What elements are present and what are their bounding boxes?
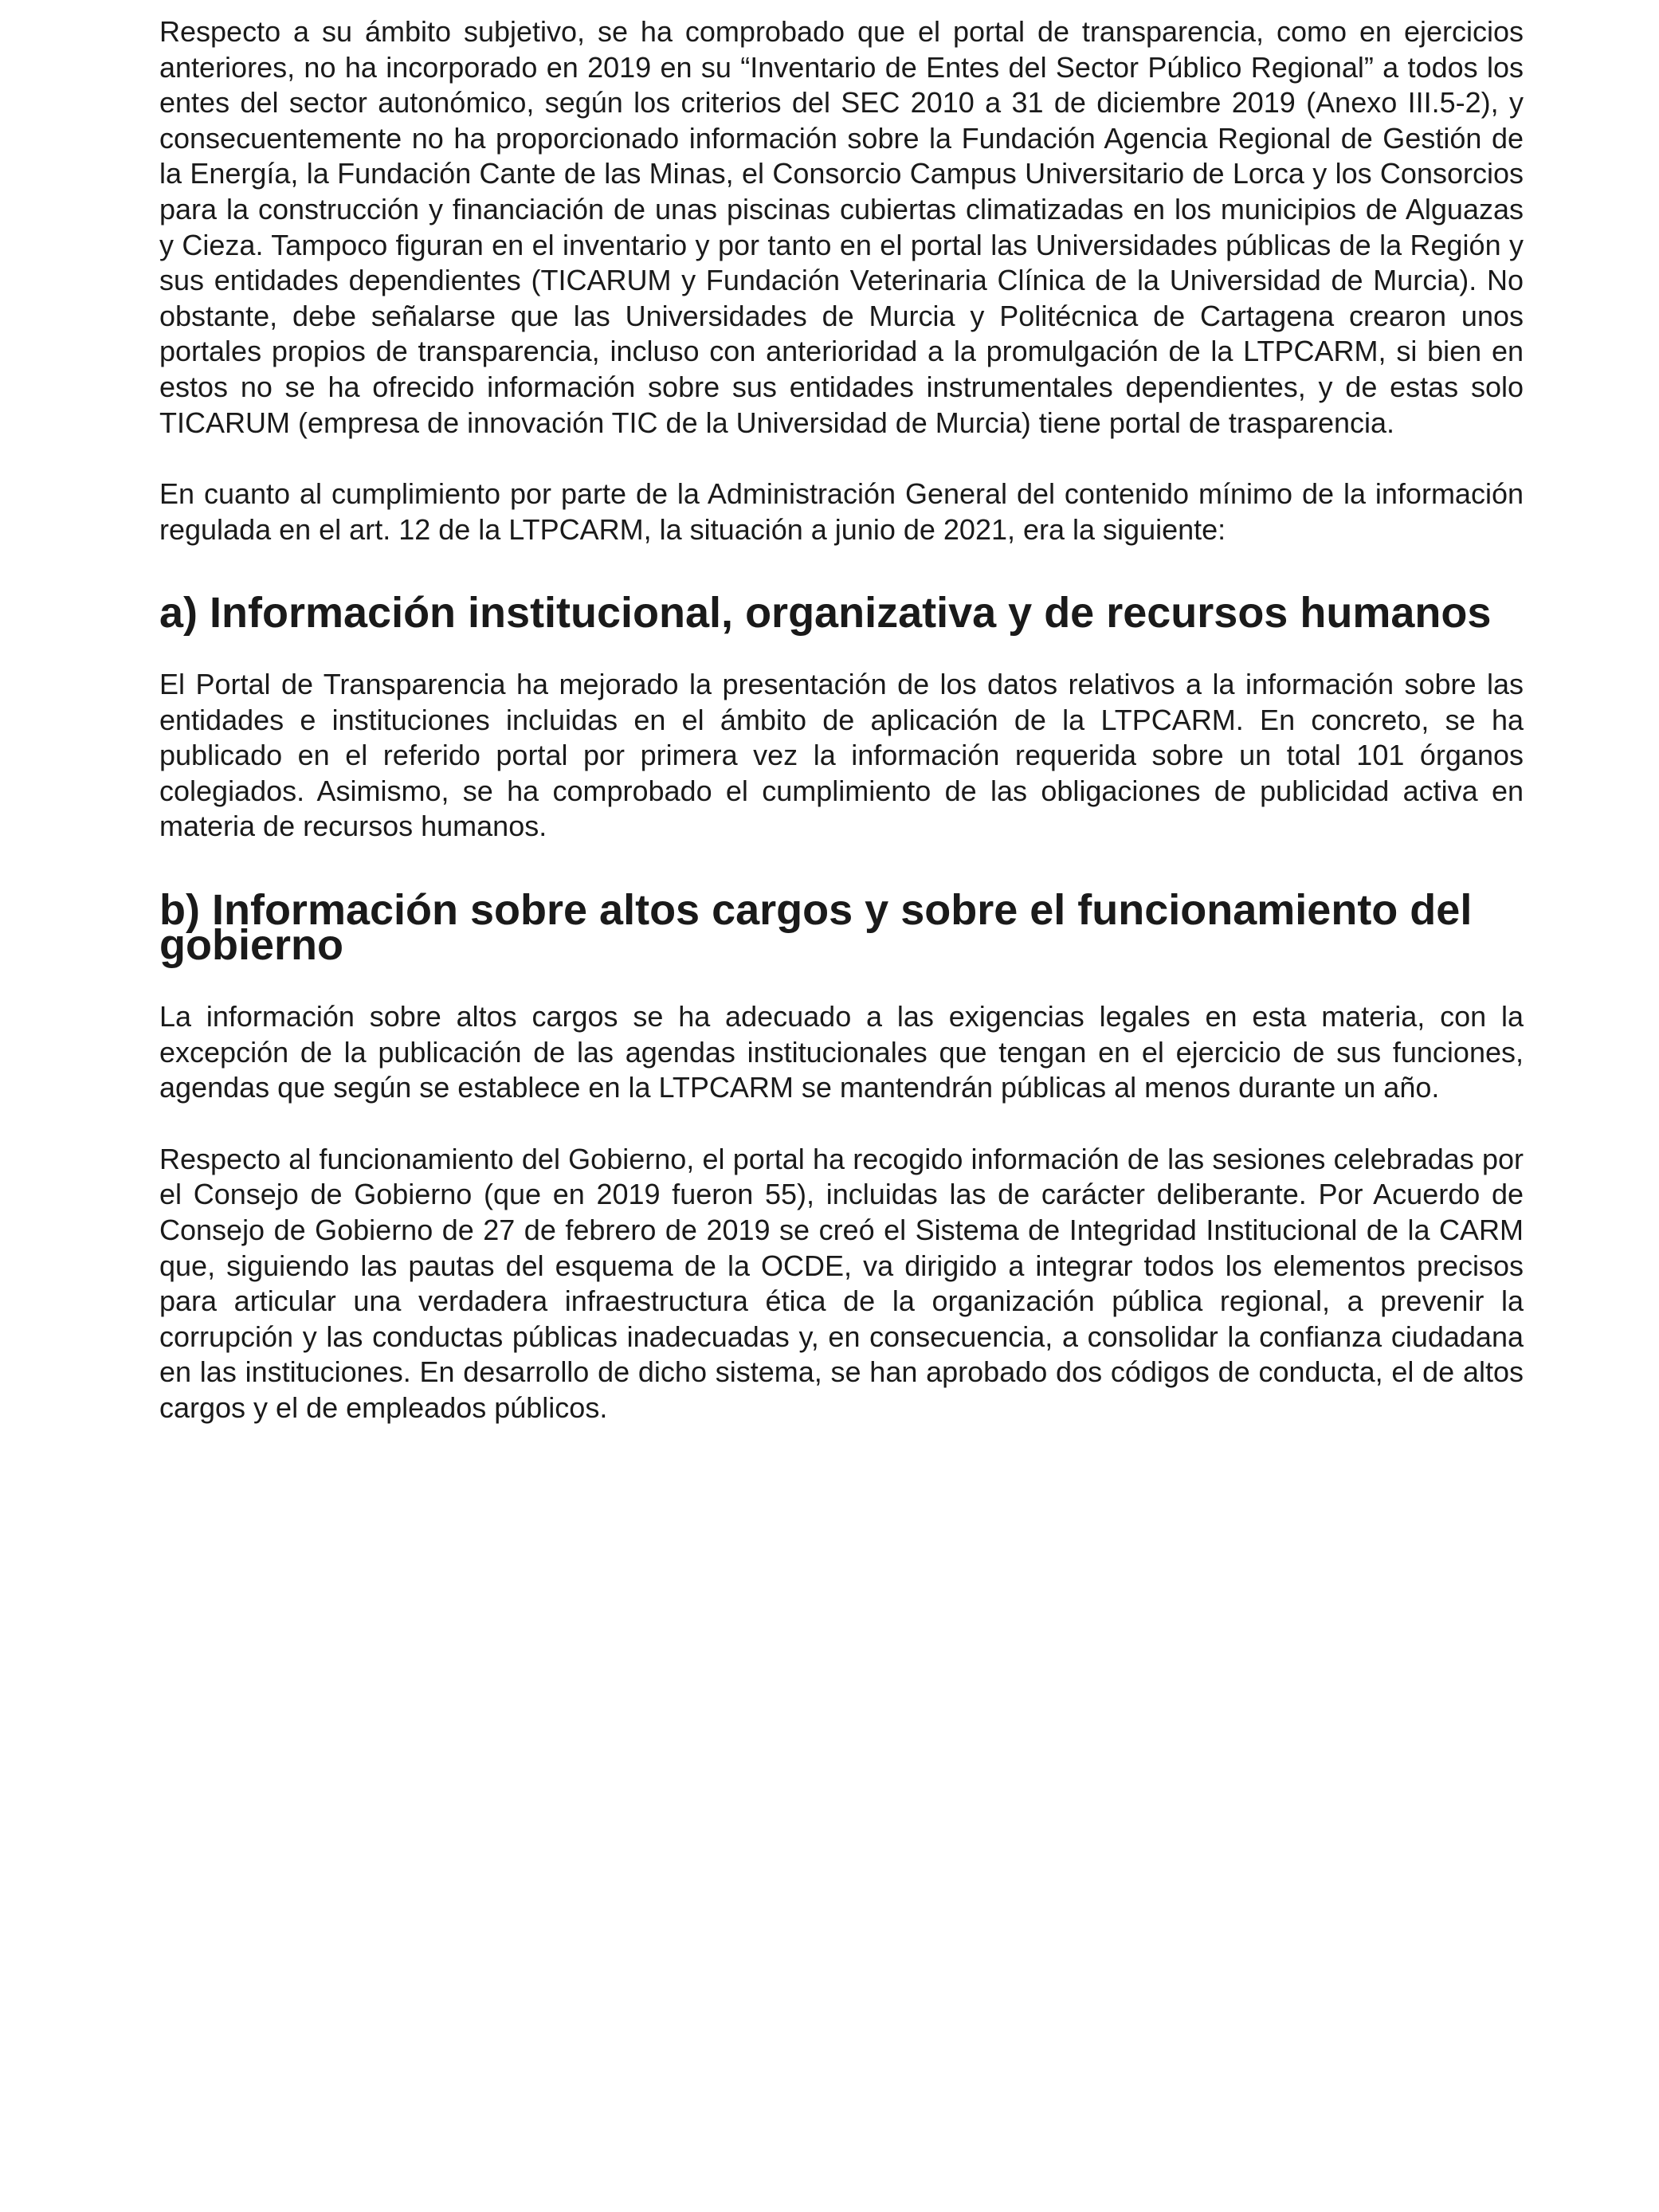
paragraph-minimum-content: En cuanto al cumplimiento por parte de la Administración General del contenido mínimo de la información regulada en el art. 12 de la LTPCARM, la situación a junio de 2021, era la siguiente: — [159, 477, 1524, 546]
heading-institutional-info: a) Información institucional, organizativa y de recursos humanos — [159, 589, 1492, 637]
document-page — [159, 14, 1524, 1426]
paragraph-subjective-scope: Respecto a su ámbito subjetivo, se ha comprobado que el portal de transparencia, como en ejercicios anteriores, no ha incorporado en 2019 en su “Inventario de Entes del Sector Público Regional” a todos los entes del sector autonómico, según los criterios del SEC 2010 a 31 de diciembre 2019 (Anexo III.5-2), y consecuentemente no ha proporcionado información sobre la Fundación Agencia Regional de Gestión de la Energía, la Fundación Cante de las Minas, el Consorcio Campus Universitario de Lorca y los Consorcios para la construcción y financiación de unas piscinas cubiertas climatizadas en los municipios de Alguazas y Cieza. Tampoco figuran en el inventario y por tanto en el portal las Universidades públicas de la Región y sus entidades dependientes (TICARUM y Fundación Veterinaria Clínica de la Universidad de Murcia). No obstante, debe señalarse que las Universidades de Murcia y Politécnica de Cartagena crearon unos portales propios de transparencia, incluso con anterioridad a la promulgación de la LTPCARM, si bien en estos no se ha ofrecido información sobre sus entidades instrumentales dependientes, y de estas solo TICARUM (empresa de innovación TIC de la Universidad de Murcia) tiene portal de trasparencia. — [159, 15, 1524, 439]
paragraph-government-functioning: Respecto al funcionamiento del Gobierno, el portal ha recogido información de las sesiones celebradas por el Consejo de Gobierno (que en 2019 fueron 55), incluidas las de carácter deliberante. Por Acuerdo de Consejo de Gobierno de 27 de febrero de 2019 se creó el Sistema de Integridad Institucional de la CARM que, siguiendo las pautas del esquema de la OCDE, va dirigido a integrar todos los elementos precisos para articular una verdadera infraestructura ética de la organización pública regional, a prevenir la corrupción y las conductas públicas inadecuadas y, en consecuencia, a consolidar la confianza ciudadana en las instituciones. En desarrollo de dicho sistema, se han aprobado dos códigos de conducta, el de altos cargos y el de empleados públicos. — [159, 1142, 1524, 1424]
paragraph-senior-officials: La información sobre altos cargos se ha adecuado a las exigencias legales en esta materia, con la excepción de la publicación de las agendas institucionales que tengan en el ejercicio de sus funciones, agendas que según se establece en la LTPCARM se mantendrán públicas al menos durante un año. — [159, 1000, 1524, 1104]
paragraph-transparency-portal: El Portal de Transparencia ha mejorado la presentación de los datos relativos a la información sobre las entidades e instituciones incluidas en el ámbito de aplicación de la LTPCARM. En concreto, se ha publicado en el referido portal por primera vez la información requerida sobre un total 101 órganos colegiados. Asimismo, se ha comprobado el cumplimiento de las obligaciones de publicidad activa en materia de recursos humanos. — [159, 667, 1524, 843]
heading-senior-officials: b) Información sobre altos cargos y sobre el funcionamiento del gobierno — [159, 885, 1473, 970]
